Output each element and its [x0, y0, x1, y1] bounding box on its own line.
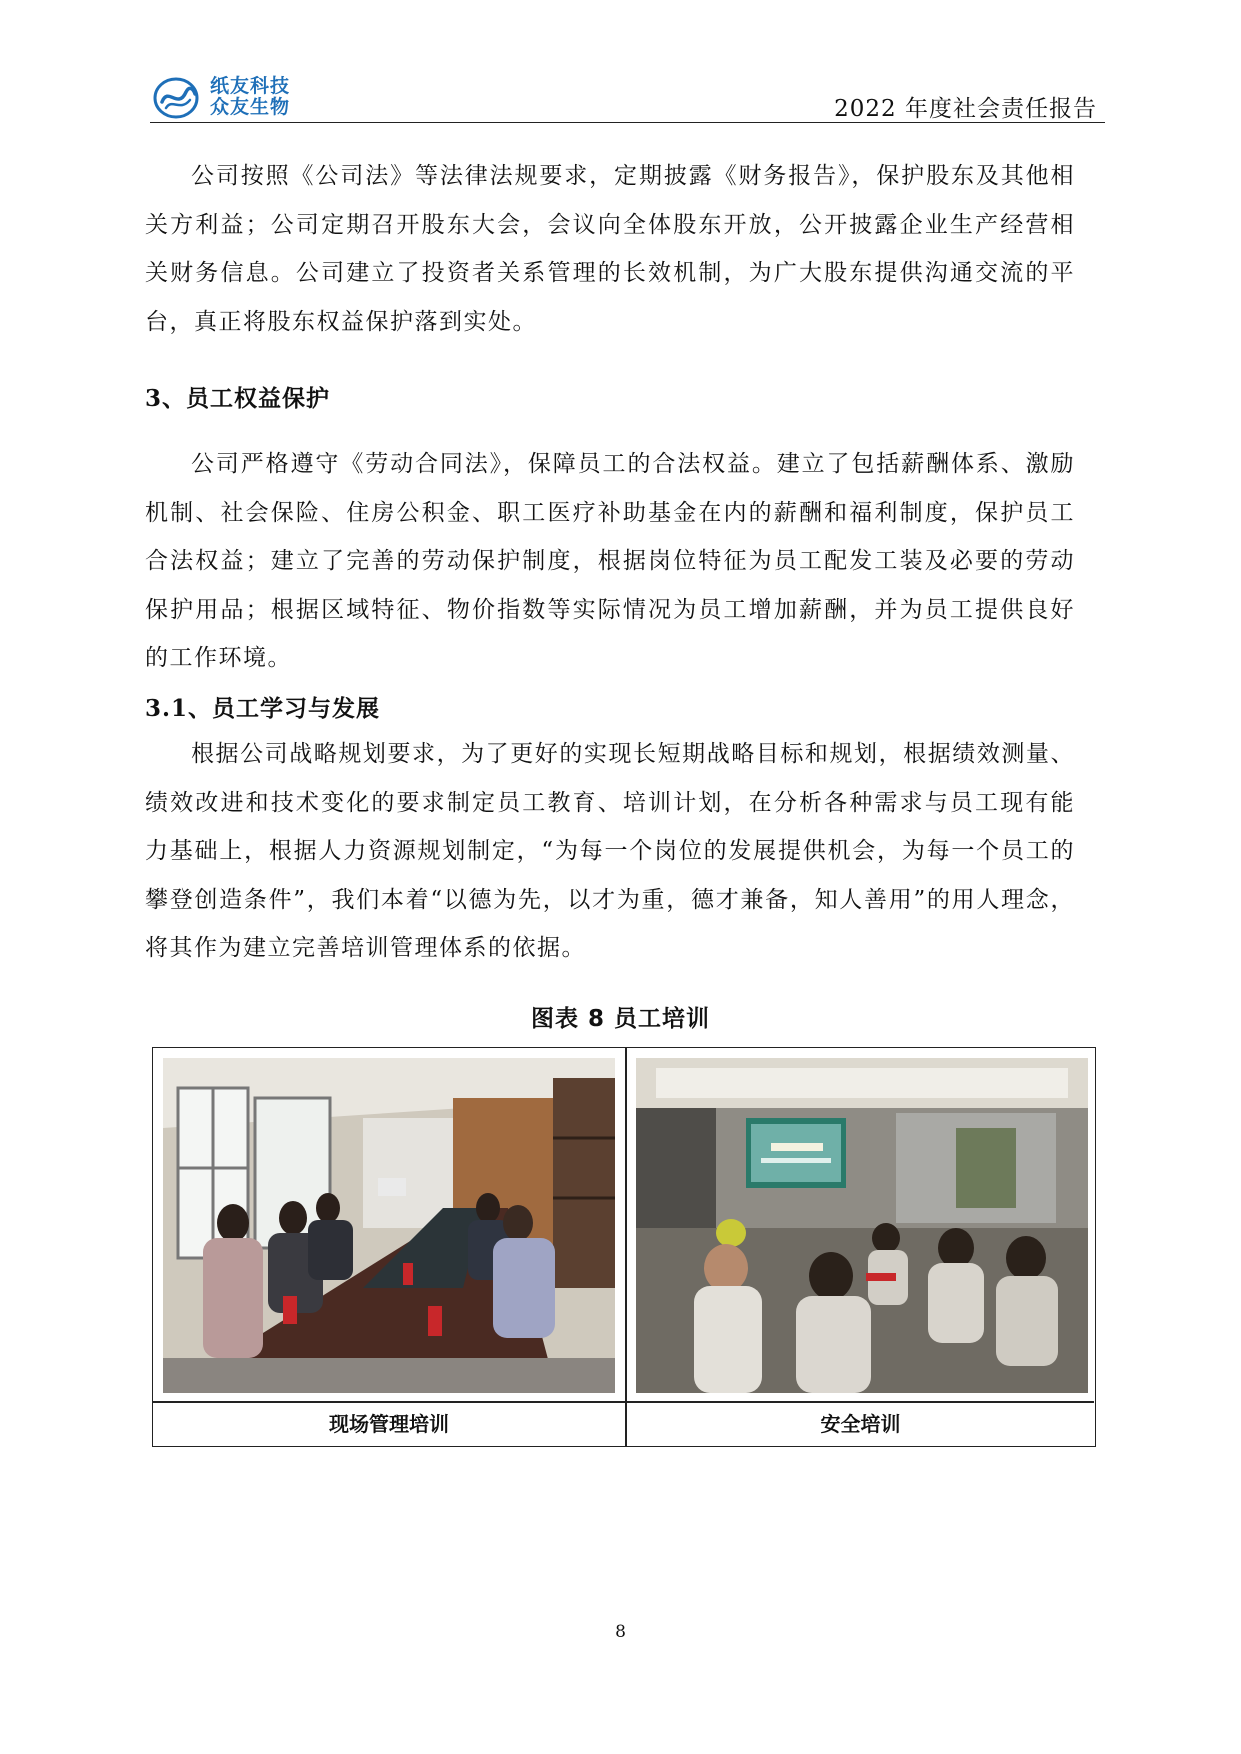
- paragraph-shareholders: 公司按照《公司法》等法律法规要求，定期披露《财务报告》，保护股东及其他相关方利益；公司定期召开股东大会，会议向全体股东开放，公开披露企业生产经营相关财务信息。公司建立了投资者关系管理的长效机制，为广大股东提供沟通交流的平台，真正将股东权益保护落到实处。: [145, 163, 1075, 335]
- paragraph-employee-rights: 公司严格遵守《劳动合同法》，保障员工的合法权益。建立了包括薪酬体系、激励机制、社会保险、住房公积金、职工医疗补助基金在内的薪酬和福利制度，保护员工合法权益；建立了完善的劳动保护制度，根据岗位特征为员工配发工装及必要的劳动保护用品；根据区域特征、物价指数等实际情况为员工增加薪酬，并为员工提供良好的工作环境。: [145, 451, 1075, 671]
- company-logo: [152, 74, 312, 120]
- section-heading-employee-rights: 3、员工权益保护: [145, 385, 331, 412]
- logo-text: [210, 76, 290, 118]
- figure-table: [152, 1047, 1096, 1447]
- report-title: 2022 年度社会责任报告: [834, 96, 1097, 122]
- figure-caption: 图表 8 员工培训: [530, 1006, 711, 1032]
- photo-meeting-training: [163, 1058, 615, 1393]
- paragraph-learning: 根据公司战略规划要求，为了更好的实现长短期战略目标和规划，根据绩效测量、绩效改进和技术变化的要求制定员工教育、培训计划，在分析各种需求与员工现有能力基础上，根据人力资源规划制定，“为每一个岗位的发展提供机会，为每一个员工的攀登创造条件”，我们本着“以德为先，以才为重，德才兼备，知人善用”的用人理念，将其作为建立完善培训管理体系的依据。: [145, 741, 1075, 961]
- subsection-heading-learning: 3.1、员工学习与发展: [145, 695, 381, 722]
- logo-line-2: 众友生物: [210, 96, 291, 118]
- table-divider-vertical: [625, 1048, 627, 1446]
- photo-safety-training: [636, 1058, 1088, 1393]
- logo-emblem-icon: [152, 74, 204, 120]
- photo-label-site-management: 现场管理培训: [329, 1412, 449, 1436]
- logo-line-1: 纸友科技: [210, 75, 291, 97]
- photo-label-safety: 安全培训: [820, 1412, 901, 1436]
- page-number: 8: [615, 1622, 626, 1642]
- page-header: [150, 70, 1105, 123]
